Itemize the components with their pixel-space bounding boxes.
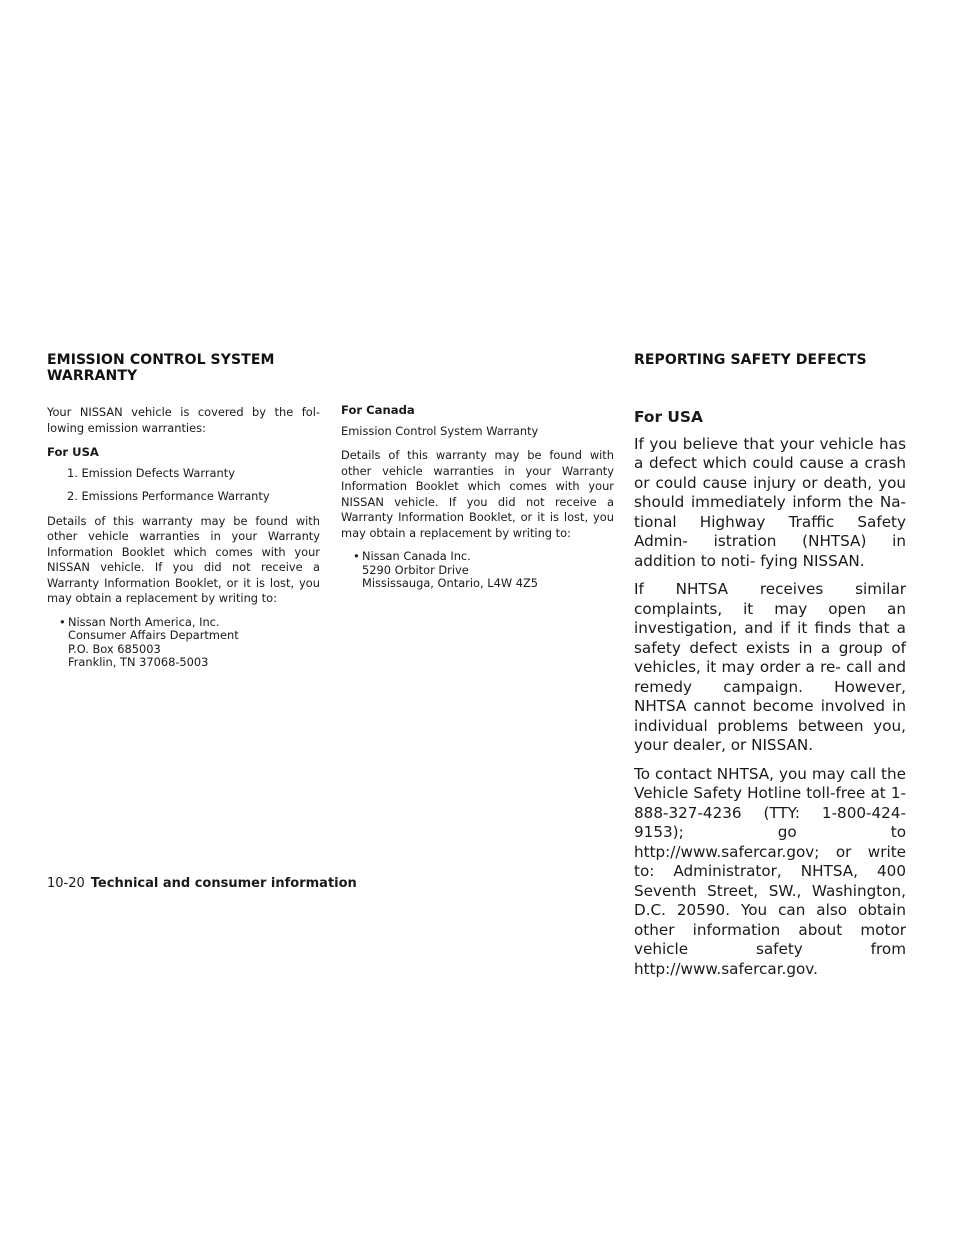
safety-usa-label: For USA — [634, 408, 703, 426]
address-line: Consumer Affairs Department — [68, 628, 239, 642]
page-footer — [47, 876, 357, 892]
canada-address — [341, 550, 614, 591]
list-item: 2. Emissions Performance Warranty — [67, 489, 270, 503]
address-line: P.O. Box 685003 — [68, 641, 161, 656]
bullet-icon: • — [353, 549, 360, 563]
emission-warranty-heading — [47, 352, 320, 384]
usa-address — [47, 616, 320, 670]
address-line: Nissan North America, Inc. — [68, 614, 220, 629]
address-line: Nissan Canada Inc. — [362, 549, 471, 563]
safety-paragraph: To contact NHTSA, you may call the Vehicle Safety Hotline toll-free at 1-888-327-4236 (TTY: 1-800-424-9153); go to http://www.safercar.gov; or write to: Administrator, NHTSA, 400 Seventh Street, SW., Washington, D.C. 20590. You can also obtain other information about motor vehicle safety from http://www.safercar.gov. — [634, 764, 906, 978]
heading-line-2: WARRANTY — [47, 368, 138, 384]
emission-canada-label: For Canada — [341, 403, 415, 417]
address-line: Franklin, TN 37068-5003 — [68, 655, 209, 669]
heading-line-1: EMISSION CONTROL SYSTEM — [47, 352, 275, 368]
safety-paragraph: If you believe that your vehicle has a defect which could cause a crash or could cause injury or death, you should immediately inform the Na- tional Highway Traffic Safety Admin- istration (NHTSA) in addition to noti- fying NISSAN. — [634, 434, 906, 570]
bullet-icon: • — [59, 614, 66, 629]
safety-defects-heading: REPORTING SAFETY DEFECTS — [634, 352, 867, 368]
emission-warranty-section — [47, 352, 320, 670]
emission-usa-details: Details of this warranty may be found with other vehicle warranties in your Warranty Information Booklet which comes with your NISSAN vehicle. If you did not receive a Warranty Information Booklet, or it is lost, you may obtain a replacement by writing to: — [47, 513, 320, 605]
address-line: 5290 Orbitor Drive — [362, 562, 469, 577]
address-line: Mississauga, Ontario, L4W 4Z5 — [362, 576, 539, 590]
emission-canada-section — [341, 403, 614, 591]
chapter-title: Technical and consumer information — [90, 876, 357, 891]
emission-intro: Your NISSAN vehicle is covered by the fol- lowing emission warranties: — [47, 405, 320, 435]
emission-canada-details: Details of this warranty may be found with other vehicle warranties in your Warranty Information Booklet which comes with your NISSAN vehicle. If you did not receive a Warranty Information Booklet, or it is lost, you may obtain a replacement by writing to: — [341, 448, 614, 540]
page-number: 10-20 — [47, 876, 85, 891]
emission-canada-item: Emission Control System Warranty — [341, 423, 539, 438]
safety-paragraph: If NHTSA receives similar complaints, it may open an investigation, and if it finds that a safety defect exists in a group of vehicles, it may order a re- call and remedy campaign. However, NHTSA cannot become involved in individual problems between you, your dealer, or NISSAN. — [634, 580, 906, 754]
list-item: 1. Emission Defects Warranty — [67, 465, 235, 480]
emission-usa-list — [47, 466, 320, 505]
emission-usa-label: For USA — [47, 445, 99, 459]
safety-defects-section — [634, 352, 906, 988]
